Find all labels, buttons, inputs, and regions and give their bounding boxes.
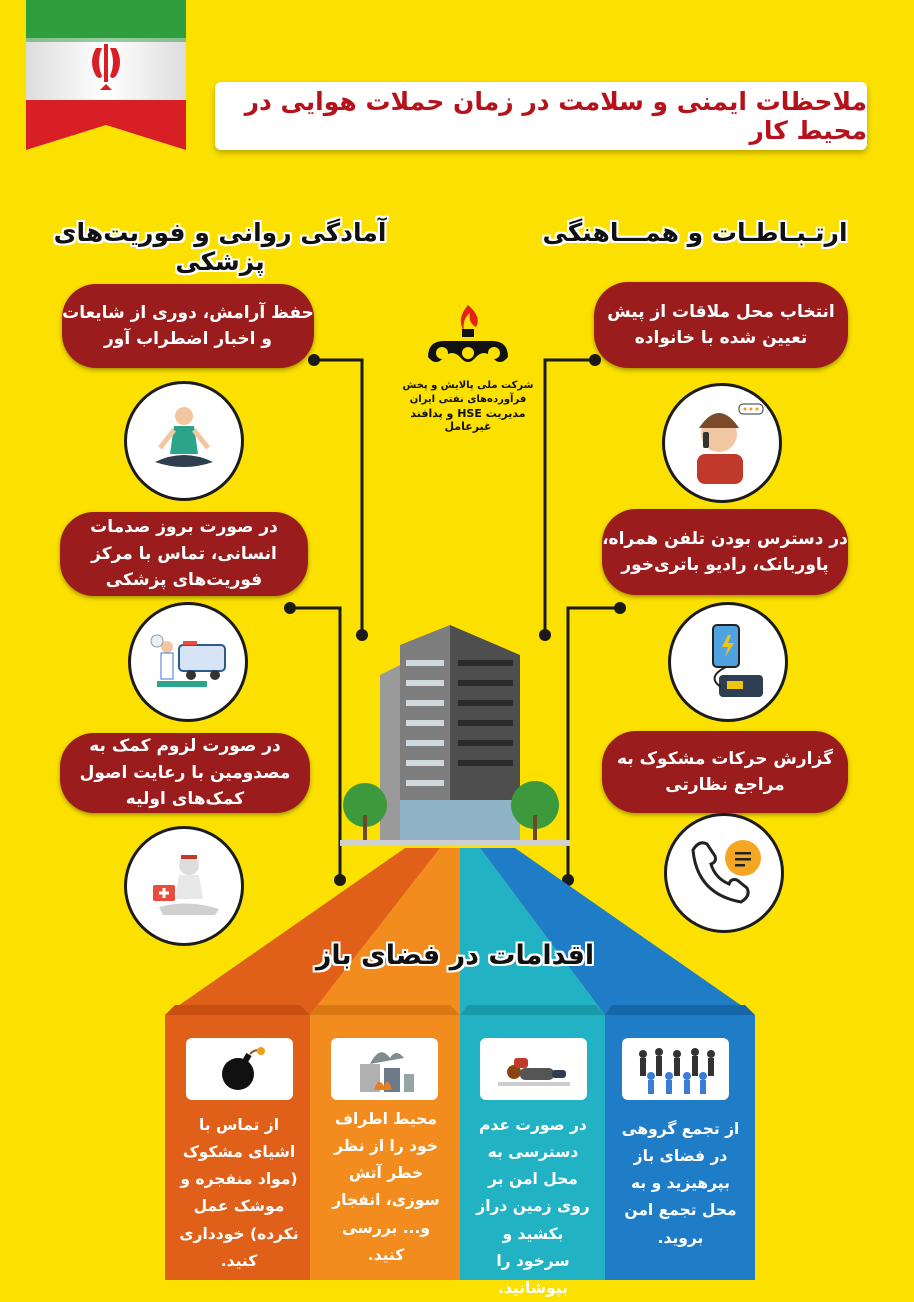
lying-person-icon [480,1038,587,1100]
logo-line-1: شرکت ملی پالایش و پخش فرآورده‌های نفتی ایران [402,380,534,405]
readiness-item-3: در صورت لزوم کمک به مصدومین با رعایت اصول کمک‌های اولیه [60,733,310,813]
outdoor-item-bomb: از تماس با اشیای مشکوک (مواد منفجره و موشک عمل نکرده) خودداری کنید. [179,1116,299,1270]
readiness-heading: آمادگی روانی و فوریت‌های پزشکی [53,218,387,276]
readiness-item-2: در صورت بروز صدمات انسانی، تماس با مرکز فوریت‌های پزشکی [60,512,308,596]
fire-building-icon [331,1038,438,1100]
page-title: ملاحظات ایمنی و سلامت در زمان حملات هوایی در محیط کار [215,82,867,150]
outdoor-heading: اقدامات در فضای باز [315,940,595,971]
logo-line-2: مدیریت HSE و پدافند غیرعامل [410,407,526,433]
bomb-icon [186,1038,293,1100]
readiness-item-1: حفظ آرامش، دوری از شایعات و اخبار اضطراب آور [62,284,314,368]
communication-item-1: انتخاب محل ملاقات از پیش تعیین شده با خانواده [594,282,848,368]
communication-item-3: گزارش حرکات مشکوک به مراجع نظارتی [602,731,848,813]
communication-heading: ارتـبـاطـات و همـــاهنگی [542,218,848,247]
communication-item-2: در دسترس بودن تلفن همراه، پاوربانک، رادیو باتری‌خور [602,509,848,595]
outdoor-item-fire: محیط اطراف خود را از نظر خطر آتش سوزی، انفجار و... بررسی کنید. [332,1110,440,1264]
outdoor-item-crowd: از تجمع گروهی در فضای باز بپرهیزید و به محل تجمع امن بروید. [621,1120,740,1247]
outdoor-item-lie-down: در صورت عدم دسترسی به محل امن بر روی زمین دراز بکشید و سرخود را بپوشانید. [476,1116,590,1297]
crowd-icon [622,1038,729,1100]
